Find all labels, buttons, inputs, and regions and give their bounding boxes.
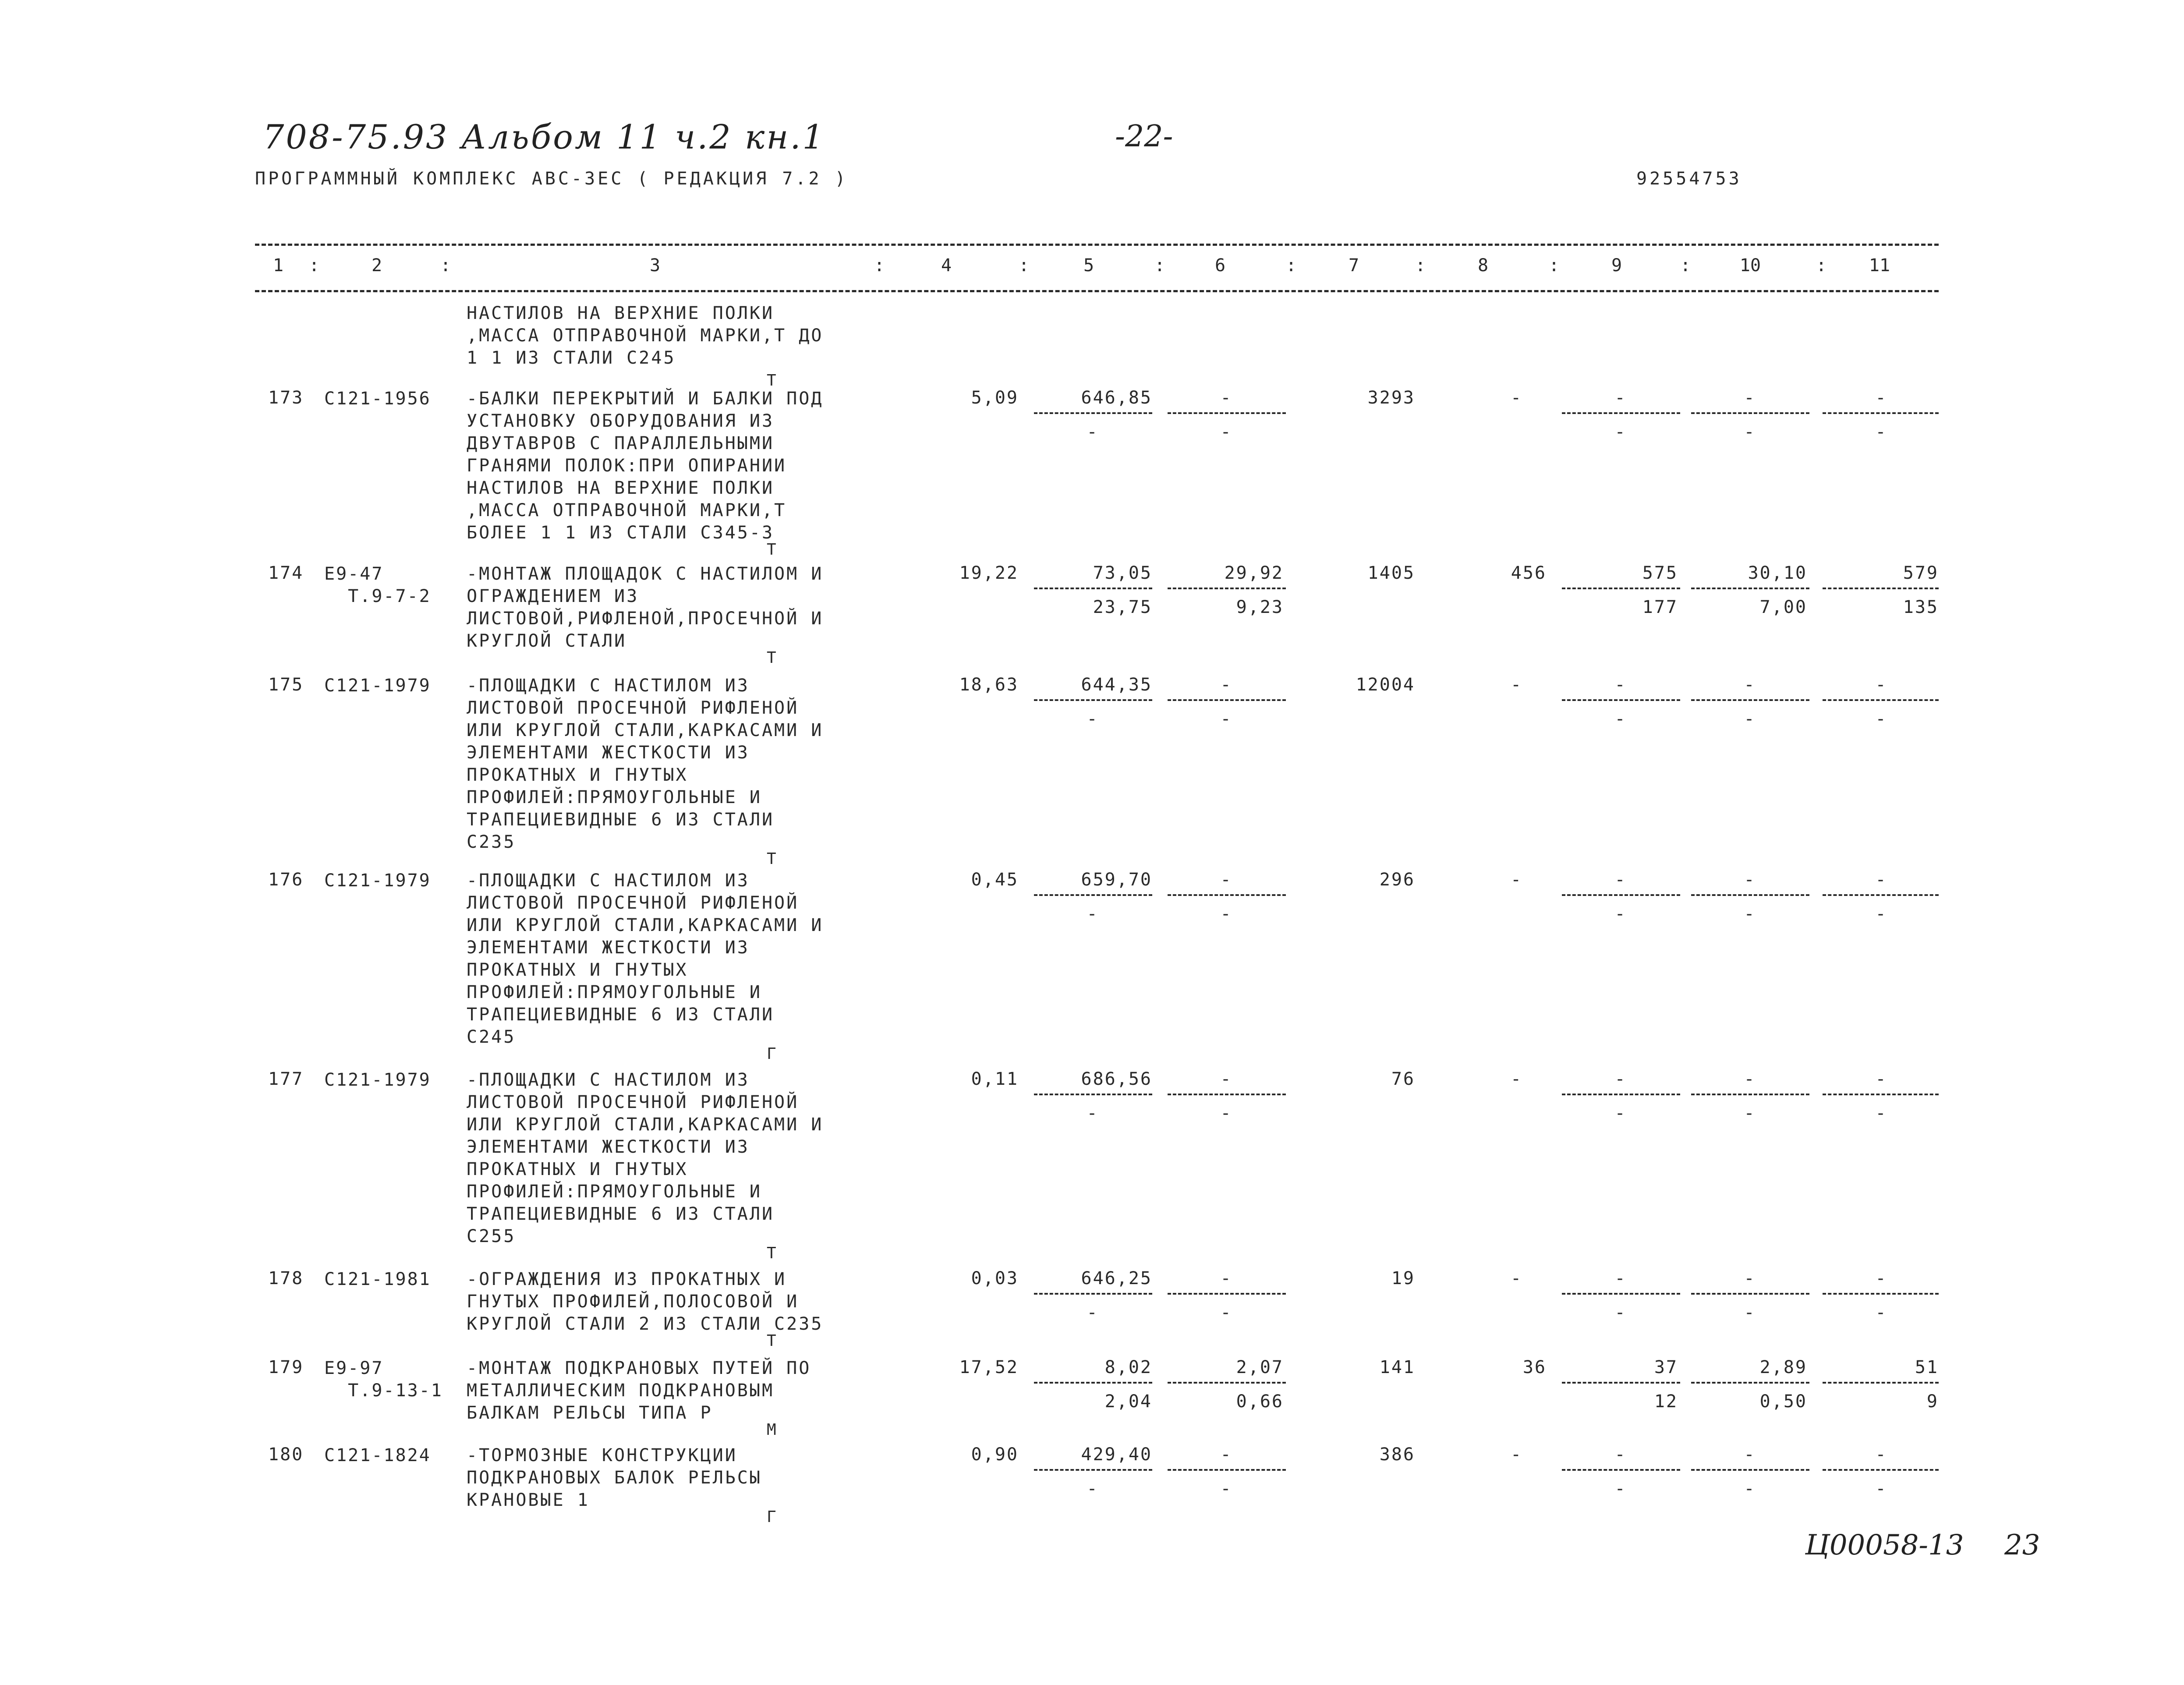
column-header-3: 3 xyxy=(649,255,661,276)
cell-col-6: - xyxy=(1220,388,1232,408)
column-header-1: 1 xyxy=(273,255,284,276)
cell-col-4: 0,90 xyxy=(971,1444,1019,1465)
cell-col-5-lower: - xyxy=(1087,709,1099,729)
cell-col-11-lower: - xyxy=(1875,1303,1887,1323)
fraction-rule xyxy=(1034,1094,1152,1095)
fraction-rule xyxy=(1691,699,1809,701)
cell-col-9: - xyxy=(1614,1268,1627,1289)
cell-col-7: 19 xyxy=(1391,1268,1415,1289)
work-description: -ПЛОЩАДКИ С НАСТИЛОМ ИЗ ЛИСТОВОЙ ПРОСЕЧНОЙ РИФЛЕНОЙ ИЛИ КРУГЛОЙ СТАЛИ,КАРКАСАМИ И ЭЛЕМЕНТАМИ ЖЕСТКОСТИ ИЗ ПРОКАТНЫХ И ГНУТЫХ ПРОФИЛЕЙ:ПРЯМОУГОЛЬНЫЕ И ТРАПЕЦИЕВИДНЫЕ 6 ИЗ СТАЛИ С245 xyxy=(467,871,824,1047)
cell-col-9-lower: 12 xyxy=(1654,1391,1678,1412)
cell-col-6: 29,92 xyxy=(1224,563,1284,583)
unit-label: Т xyxy=(767,541,776,559)
cell-col-11: 579 xyxy=(1903,563,1939,583)
cell-col-6-lower: - xyxy=(1220,1479,1232,1499)
cell-col-11: - xyxy=(1875,1268,1887,1289)
cell-col-5-lower: - xyxy=(1087,1303,1099,1323)
cell-col-6-lower: - xyxy=(1220,904,1232,924)
cell-col-7: 76 xyxy=(1391,1069,1415,1089)
cell-col-5: 686,56 xyxy=(1081,1069,1152,1089)
cell-col-4: 5,09 xyxy=(971,388,1019,408)
table-header-rule xyxy=(255,290,1939,292)
cell-col-9-lower: - xyxy=(1614,1103,1627,1123)
cell-col-8: - xyxy=(1511,1268,1523,1289)
cell-col-10: - xyxy=(1744,870,1756,890)
column-header-11: 11 xyxy=(1869,255,1890,276)
fraction-rule xyxy=(1168,588,1286,589)
fraction-rule xyxy=(1034,412,1152,414)
fraction-rule xyxy=(1034,699,1152,701)
unit-label: Г xyxy=(767,1045,776,1063)
cell-col-7: 296 xyxy=(1379,870,1415,890)
cell-col-8: - xyxy=(1511,388,1523,408)
cell-col-5: 73,05 xyxy=(1093,563,1152,583)
work-description: -ТОРМОЗНЫЕ КОНСТРУКЦИИ ПОДКРАНОВЫХ БАЛОК РЕЛЬСЫ КРАНОВЫЕ 1 xyxy=(467,1445,762,1510)
cell-col-5-lower: 23,75 xyxy=(1093,597,1152,617)
resource-code: С121-1979 xyxy=(324,676,431,696)
row-number: 177 xyxy=(268,1069,304,1089)
cell-col-11-lower: - xyxy=(1875,1103,1887,1123)
cell-col-11: - xyxy=(1875,1444,1887,1465)
column-separator: : xyxy=(1680,255,1691,276)
column-separator: : xyxy=(1154,255,1165,276)
continued-description: НАСТИЛОВ НА ВЕРХНИЕ ПОЛКИ ,МАССА ОТПРАВОЧНОЙ МАРКИ,Т ДО 1 1 ИЗ СТАЛИ С245 xyxy=(467,303,824,368)
cell-col-6: 2,07 xyxy=(1236,1357,1284,1377)
cell-col-9-lower: - xyxy=(1614,1303,1627,1323)
cell-col-9: - xyxy=(1614,388,1627,408)
cell-col-7: 1405 xyxy=(1367,563,1415,583)
fraction-rule xyxy=(1168,894,1286,896)
cell-col-4: 19,22 xyxy=(959,563,1019,583)
cell-col-8: 456 xyxy=(1511,563,1547,583)
unit-label: Т xyxy=(767,850,776,868)
cell-col-10-lower: - xyxy=(1744,422,1756,442)
work-description: -МОНТАЖ ПЛОЩАДОК С НАСТИЛОМ И ОГРАЖДЕНИЕМ ИЗ ЛИСТОВОЙ,РИФЛЕНОЙ,ПРОСЕЧНОЙ И КРУГЛОЙ СТАЛИ xyxy=(467,564,824,651)
cell-col-6: - xyxy=(1220,1268,1232,1289)
work-description: -ПЛОЩАДКИ С НАСТИЛОМ ИЗ ЛИСТОВОЙ ПРОСЕЧНОЙ РИФЛЕНОЙ ИЛИ КРУГЛОЙ СТАЛИ,КАРКАСАМИ И ЭЛЕМЕНТАМИ ЖЕСТКОСТИ ИЗ ПРОКАТНЫХ И ГНУТЫХ ПРОФИЛЕЙ:ПРЯМОУГОЛЬНЫЕ И ТРАПЕЦИЕВИДНЫЕ 6 ИЗ СТАЛИ С255 xyxy=(467,1070,824,1246)
fraction-rule xyxy=(1168,699,1286,701)
cell-col-11: - xyxy=(1875,1069,1887,1089)
cell-col-11: 51 xyxy=(1915,1357,1939,1377)
cell-col-10: - xyxy=(1744,1268,1756,1289)
cell-col-4: 0,11 xyxy=(971,1069,1019,1089)
cell-col-8: - xyxy=(1511,1444,1523,1465)
fraction-rule xyxy=(1562,894,1680,896)
row-number: 179 xyxy=(268,1357,304,1377)
work-description: -БАЛКИ ПЕРЕКРЫТИЙ И БАЛКИ ПОД УСТАНОВКУ ОБОРУДОВАНИЯ ИЗ ДВУТАВРОВ С ПАРАЛЛЕЛЬНЫМИ ГРАНЯМИ ПОЛОК:ПРИ ОПИРАНИИ НАСТИЛОВ НА ВЕРХНИЕ ПОЛКИ ,МАССА ОТПРАВОЧНОЙ МАРКИ,Т БОЛЕЕ 1 1 ИЗ СТАЛИ С345-3 xyxy=(467,389,824,543)
cell-col-7: 12004 xyxy=(1356,675,1415,695)
fraction-rule xyxy=(1691,1094,1809,1095)
cell-col-11-lower: 135 xyxy=(1903,597,1939,617)
cell-col-10: 30,10 xyxy=(1748,563,1807,583)
fraction-rule xyxy=(1823,699,1939,701)
resource-code: С121-1979 xyxy=(324,1070,431,1090)
cell-col-9: - xyxy=(1614,675,1627,695)
cell-col-8: 36 xyxy=(1522,1357,1547,1377)
cell-col-9-lower: - xyxy=(1614,904,1627,924)
cell-col-9-lower: - xyxy=(1614,709,1627,729)
fraction-rule xyxy=(1168,412,1286,414)
fraction-rule xyxy=(1823,588,1939,589)
fraction-rule xyxy=(1691,588,1809,589)
column-header-9: 9 xyxy=(1611,255,1622,276)
work-description: -ПЛОЩАДКИ С НАСТИЛОМ ИЗ ЛИСТОВОЙ ПРОСЕЧНОЙ РИФЛЕНОЙ ИЛИ КРУГЛОЙ СТАЛИ,КАРКАСАМИ И ЭЛЕМЕНТАМИ ЖЕСТКОСТИ ИЗ ПРОКАТНЫХ И ГНУТЫХ ПРОФИЛЕЙ:ПРЯМОУГОЛЬНЫЕ И ТРАПЕЦИЕВИДНЫЕ 6 ИЗ СТАЛИ С235 xyxy=(467,676,824,852)
cell-col-9: - xyxy=(1614,1444,1627,1465)
cell-col-5-lower: - xyxy=(1087,904,1099,924)
fraction-rule xyxy=(1562,1094,1680,1095)
fraction-rule xyxy=(1823,1293,1939,1295)
fraction-rule xyxy=(1168,1094,1286,1095)
fraction-rule xyxy=(1691,1293,1809,1295)
cell-col-9: 575 xyxy=(1642,563,1678,583)
cell-col-7: 141 xyxy=(1379,1357,1415,1377)
fraction-rule xyxy=(1691,894,1809,896)
work-description: -МОНТАЖ ПОДКРАНОВЫХ ПУТЕЙ ПО МЕТАЛЛИЧЕСКИМ ПОДКРАНОВЫМ БАЛКАМ РЕЛЬСЫ ТИПА Р xyxy=(467,1358,811,1423)
cell-col-10: - xyxy=(1744,388,1756,408)
unit-label: Т xyxy=(767,1332,776,1350)
fraction-rule xyxy=(1823,1382,1939,1384)
cell-col-6: - xyxy=(1220,1069,1232,1089)
cell-col-9-lower: - xyxy=(1614,1479,1627,1499)
cell-col-8: - xyxy=(1511,1069,1523,1089)
fraction-rule xyxy=(1562,412,1680,414)
cell-col-10-lower: 0,50 xyxy=(1759,1391,1807,1412)
resource-code: Е9-97 Т.9-13-1 xyxy=(324,1358,443,1401)
cell-col-6: - xyxy=(1220,675,1232,695)
cell-col-4: 0,45 xyxy=(971,870,1019,890)
cell-col-10-lower: - xyxy=(1744,1479,1756,1499)
cell-col-5-lower: - xyxy=(1087,422,1099,442)
cell-col-5: 646,25 xyxy=(1081,1268,1152,1289)
cell-col-9: - xyxy=(1614,1069,1627,1089)
program-code: 92554753 xyxy=(1636,169,1742,189)
cell-col-4: 18,63 xyxy=(959,675,1019,695)
row-number: 176 xyxy=(268,870,304,890)
fraction-rule xyxy=(1823,412,1939,414)
cell-col-9: 37 xyxy=(1654,1357,1678,1377)
fraction-rule xyxy=(1168,1382,1286,1384)
cell-col-11: - xyxy=(1875,675,1887,695)
fraction-rule xyxy=(1168,1469,1286,1471)
column-header-4: 4 xyxy=(941,255,952,276)
unit-label: Т xyxy=(767,1244,776,1262)
cell-col-11: - xyxy=(1875,388,1887,408)
program-line: ПРОГРАММНЫЙ КОМПЛЕКС АВС-3ЕС ( РЕДАКЦИЯ 7.2 ) xyxy=(255,169,848,189)
cell-col-5: 659,70 xyxy=(1081,870,1152,890)
fraction-rule xyxy=(1034,894,1152,896)
resource-code: С121-1981 xyxy=(324,1269,431,1289)
cell-col-5: 429,40 xyxy=(1081,1444,1152,1465)
unit-label: М xyxy=(767,1421,776,1439)
column-separator: : xyxy=(309,255,320,276)
unit-label: Т xyxy=(767,649,776,667)
fraction-rule xyxy=(1562,588,1680,589)
fraction-rule xyxy=(1168,1293,1286,1295)
fraction-rule xyxy=(1691,1382,1809,1384)
cell-col-4: 0,03 xyxy=(971,1268,1019,1289)
column-header-2: 2 xyxy=(371,255,382,276)
cell-col-6-lower: 0,66 xyxy=(1236,1391,1284,1412)
cell-col-8: - xyxy=(1511,870,1523,890)
column-separator: : xyxy=(1286,255,1297,276)
cell-col-10: - xyxy=(1744,675,1756,695)
cell-col-11: - xyxy=(1875,870,1887,890)
column-header-6: 6 xyxy=(1214,255,1226,276)
cell-col-9-lower: - xyxy=(1614,422,1627,442)
cell-col-5: 644,35 xyxy=(1081,675,1152,695)
handwritten-album-reference: 708-75.93 Альбом 11 ч.2 кн.1 xyxy=(263,117,825,156)
cell-col-6-lower: - xyxy=(1220,709,1232,729)
cell-col-6: - xyxy=(1220,870,1232,890)
cell-col-9-lower: 177 xyxy=(1642,597,1678,617)
column-separator: : xyxy=(874,255,885,276)
cell-col-11-lower: - xyxy=(1875,709,1887,729)
cell-col-10: 2,89 xyxy=(1759,1357,1807,1377)
fraction-rule xyxy=(1034,1293,1152,1295)
row-number: 174 xyxy=(268,563,304,583)
cell-col-10-lower: - xyxy=(1744,904,1756,924)
column-separator: : xyxy=(1415,255,1426,276)
table-top-rule xyxy=(255,244,1939,246)
cell-col-9: - xyxy=(1614,870,1627,890)
fraction-rule xyxy=(1562,1469,1680,1471)
column-header-5: 5 xyxy=(1083,255,1094,276)
cell-col-7: 386 xyxy=(1379,1444,1415,1465)
fraction-rule xyxy=(1034,1382,1152,1384)
resource-code: С121-1824 xyxy=(324,1445,431,1466)
cell-col-5-lower: 2,04 xyxy=(1104,1391,1152,1412)
cell-col-11-lower: - xyxy=(1875,422,1887,442)
fraction-rule xyxy=(1562,1293,1680,1295)
cell-col-10: - xyxy=(1744,1069,1756,1089)
fraction-rule xyxy=(1562,1382,1680,1384)
cell-col-6-lower: - xyxy=(1220,1303,1232,1323)
page-number: -22- xyxy=(1115,119,1173,154)
row-number: 175 xyxy=(268,675,304,695)
cell-col-11-lower: - xyxy=(1875,904,1887,924)
fraction-rule xyxy=(1034,1469,1152,1471)
cell-col-10-lower: - xyxy=(1744,1103,1756,1123)
handwritten-document-code: Ц00058-13 xyxy=(1805,1529,1964,1561)
cell-col-10-lower: - xyxy=(1744,709,1756,729)
cell-col-6-lower: - xyxy=(1220,422,1232,442)
cell-col-5: 8,02 xyxy=(1104,1357,1152,1377)
cell-col-5-lower: - xyxy=(1087,1103,1099,1123)
column-separator: : xyxy=(440,255,451,276)
column-separator: : xyxy=(1816,255,1827,276)
cell-col-10-lower: - xyxy=(1744,1303,1756,1323)
fraction-rule xyxy=(1691,412,1809,414)
row-number: 180 xyxy=(268,1444,304,1465)
cell-col-5-lower: - xyxy=(1087,1479,1099,1499)
unit-label: Г xyxy=(767,1508,776,1526)
row-number: 178 xyxy=(268,1268,304,1289)
fraction-rule xyxy=(1823,894,1939,896)
fraction-rule xyxy=(1034,588,1152,589)
cell-col-4: 17,52 xyxy=(959,1357,1019,1377)
column-separator: : xyxy=(1549,255,1560,276)
column-header-10: 10 xyxy=(1739,255,1761,276)
cell-col-11-lower: - xyxy=(1875,1479,1887,1499)
cell-col-5: 646,85 xyxy=(1081,388,1152,408)
cell-col-6-lower: - xyxy=(1220,1103,1232,1123)
cell-col-10: - xyxy=(1744,1444,1756,1465)
column-header-8: 8 xyxy=(1477,255,1489,276)
fraction-rule xyxy=(1691,1469,1809,1471)
fraction-rule xyxy=(1823,1094,1939,1095)
resource-code: С121-1979 xyxy=(324,871,431,891)
column-separator: : xyxy=(1019,255,1030,276)
column-header-7: 7 xyxy=(1348,255,1359,276)
cell-col-10-lower: 7,00 xyxy=(1759,597,1807,617)
cell-col-6: - xyxy=(1220,1444,1232,1465)
cell-col-6-lower: 9,23 xyxy=(1236,597,1284,617)
fraction-rule xyxy=(1823,1469,1939,1471)
resource-code: Е9-47 Т.9-7-2 xyxy=(324,564,431,606)
cell-col-11-lower: 9 xyxy=(1926,1391,1939,1412)
cell-col-8: - xyxy=(1511,675,1523,695)
resource-code: С121-1956 xyxy=(324,389,431,409)
fraction-rule xyxy=(1562,699,1680,701)
cell-col-7: 3293 xyxy=(1367,388,1415,408)
handwritten-sheet-number: 23 xyxy=(2004,1529,2040,1561)
row-number: 173 xyxy=(268,388,304,408)
unit-label: Т xyxy=(767,372,776,389)
work-description: -ОГРАЖДЕНИЯ ИЗ ПРОКАТНЫХ И ГНУТЫХ ПРОФИЛЕЙ,ПОЛОСОВОЙ И КРУГЛОЙ СТАЛИ 2 ИЗ СТАЛИ С235 xyxy=(467,1269,824,1334)
